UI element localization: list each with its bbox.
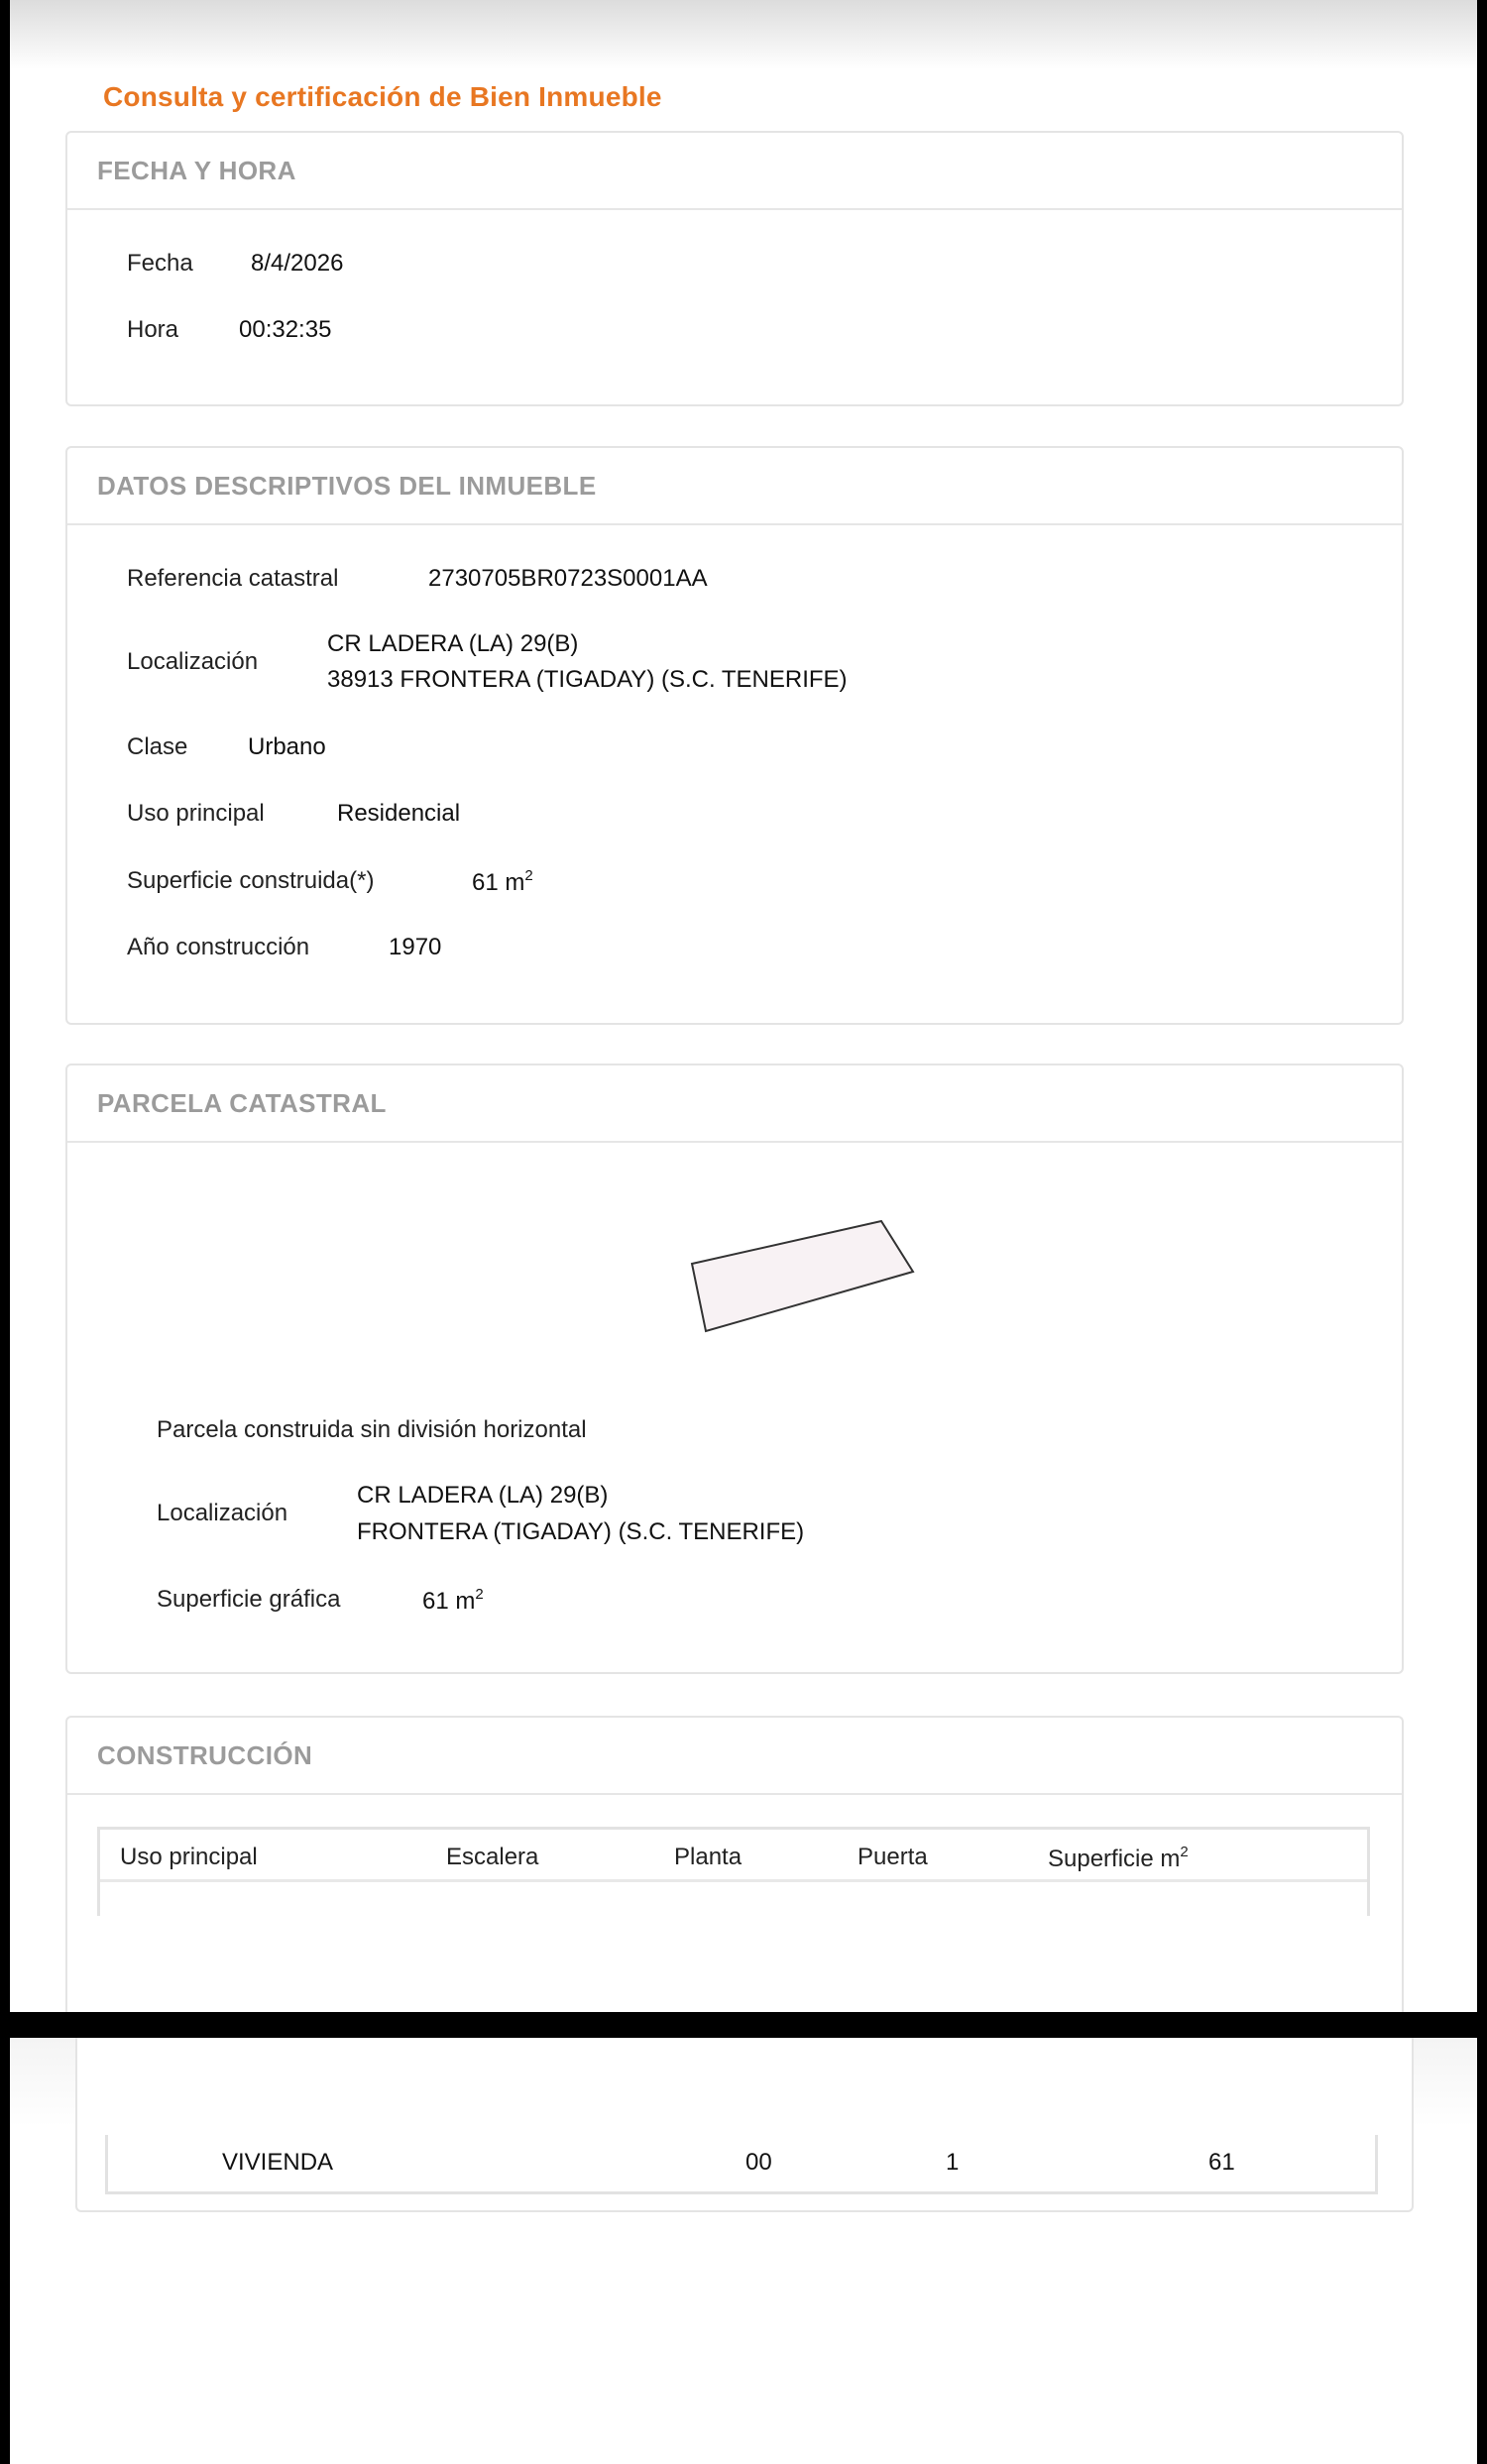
col-puerta: Puerta xyxy=(858,1844,928,1870)
parcela-card xyxy=(65,1064,1404,1674)
superficie-value: 61 $m^2$ xyxy=(472,867,533,896)
construccion-heading: CONSTRUCCIÓN xyxy=(67,1718,1402,1795)
localizacion-line2: 38913 FRONTERA (TIGADAY) (S.C. TENERIFE) xyxy=(327,666,848,693)
referencia-label: Referencia catastral xyxy=(127,565,339,592)
clase-label: Clase xyxy=(127,733,188,760)
fecha-hora-card xyxy=(65,131,1404,406)
table-header-line xyxy=(100,1879,1367,1882)
page-sheet-bottom xyxy=(10,2038,1477,2464)
fecha-value: 8/4/2026 xyxy=(251,250,344,277)
localizacion-label: Localización xyxy=(127,648,259,675)
construccion-card xyxy=(65,1716,1404,2012)
row-uso: VIVIENDA xyxy=(222,2149,334,2176)
parcela-localizacion-line2: FRONTERA (TIGADAY) (S.C. TENERIFE) xyxy=(357,1518,805,1545)
anio-label: Año construcción xyxy=(127,934,310,960)
col-planta: Planta xyxy=(674,1844,743,1870)
parcela-superficie-label: Superficie gráfica xyxy=(157,1586,341,1613)
row-planta: 00 xyxy=(745,2149,772,2176)
parcela-superficie-value: 61 $m^2$ xyxy=(422,1586,484,1615)
row-superficie: 61 xyxy=(1208,2149,1235,2176)
hora-label: Hora xyxy=(127,316,179,343)
page-title: Consulta y certificación de Bien Inmueble xyxy=(103,81,662,112)
hora-value: 00:32:35 xyxy=(239,316,332,343)
parcela-localizacion-label: Localización xyxy=(157,1500,288,1526)
construccion-table-body xyxy=(105,2135,1378,2194)
fecha-hora-heading: FECHA Y HORA xyxy=(67,133,1402,210)
localizacion-line1: CR LADERA (LA) 29(B) xyxy=(327,630,579,657)
referencia-value: 2730705BR0723S0001AA xyxy=(428,565,708,592)
clase-value: Urbano xyxy=(248,733,326,760)
top-shade xyxy=(10,0,1477,69)
uso-value: Residencial xyxy=(337,800,461,827)
construccion-table-header xyxy=(97,1827,1370,1916)
parcel-plot-shape xyxy=(613,1214,940,1373)
col-superficie: Superficie $m^2$ xyxy=(1048,1844,1189,1872)
col-escalera: Escalera xyxy=(446,1844,539,1870)
uso-label: Uso principal xyxy=(127,800,265,827)
parcela-descripcion: Parcela construida sin división horizontal xyxy=(157,1416,587,1443)
col-uso-principal: Uso principal xyxy=(120,1844,258,1870)
datos-heading: DATOS DESCRIPTIVOS DEL INMUEBLE xyxy=(67,448,1402,525)
fecha-label: Fecha xyxy=(127,250,193,277)
anio-value: 1970 xyxy=(389,934,442,960)
parcela-heading: PARCELA CATASTRAL xyxy=(67,1065,1402,1143)
row-puerta: 1 xyxy=(946,2149,960,2176)
parcela-localizacion-line1: CR LADERA (LA) 29(B) xyxy=(357,1482,609,1509)
superficie-label: Superficie construida(*) xyxy=(127,867,375,894)
datos-descriptivos-card xyxy=(65,446,1404,1025)
